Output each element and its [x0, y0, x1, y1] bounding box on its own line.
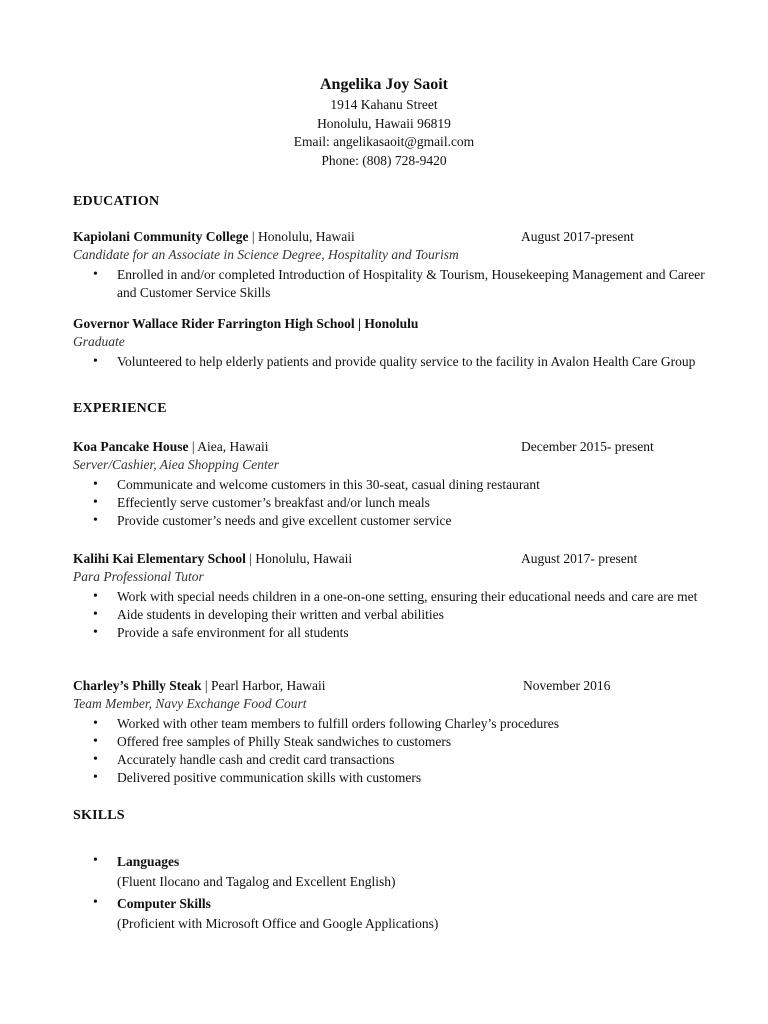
entry-location: | Honolulu, Hawaii [245, 551, 353, 566]
city-address: Honolulu, Hawaii 96819 [317, 115, 451, 131]
entry-role: Candidate for an Associate in Science Degree, Hospitality and Tourism [73, 247, 459, 262]
entry-role: Graduate [73, 334, 125, 349]
list-item: • Aide students in developing their written and verbal abilities [117, 606, 713, 624]
list-item: • Worked with other team members to fulfill orders following Charley’s procedures [117, 715, 713, 733]
entry-bullets [73, 476, 713, 530]
entry-location: | Aiea, Hawaii [188, 439, 269, 454]
entry-location: | Pearl Harbor, Hawaii [201, 678, 326, 693]
experience-entry-kalihi [73, 550, 713, 642]
experience-heading: EXPERIENCE [73, 401, 167, 416]
list-item: • Enrolled in and/or completed Introduction of Hospitality & Tourism, Housekeeping Management and Career and Customer Service Skills [117, 266, 713, 302]
entry-date: December 2015- present [521, 439, 654, 454]
skill-name: • Computer Skills [117, 896, 211, 911]
skills-heading: SKILLS [73, 808, 125, 823]
entry-bullets [73, 353, 713, 371]
entry-date: August 2017- present [521, 551, 638, 566]
skill-detail: (Proficient with Microsoft Office and Google Applications) [117, 916, 439, 931]
list-item: • Offered free samples of Philly Steak sandwiches to customers [117, 733, 713, 751]
entry-bullets [73, 588, 713, 642]
entry-role: Para Professional Tutor [73, 569, 204, 584]
skill-item-computer [117, 894, 713, 934]
email-line: Email: angelikasaoit@gmail.com [293, 134, 475, 149]
list-item: • Work with special needs children in a one-on-one setting, ensuring their educational needs and care are met [117, 588, 713, 606]
entry-role: Server/Cashier, Aiea Shopping Center [73, 457, 279, 472]
list-item: • Accurately handle cash and credit card transactions [117, 751, 713, 769]
phone-line: Phone: (808) 728-9420 [321, 152, 447, 168]
skills-list [73, 850, 713, 936]
list-item: • Volunteered to help elderly patients and provide quality service to the facility in Avalon Health Care Group [117, 353, 713, 371]
entry-date: August 2017-present [521, 229, 634, 244]
experience-entry-charleys [73, 677, 713, 787]
education-heading: EDUCATION [73, 194, 160, 209]
list-item: • Communicate and welcome customers in this 30-seat, casual dining restaurant [117, 476, 713, 494]
entry-org: Charley’s Philly Steak [73, 678, 202, 693]
list-item: • Delivered positive communication skills with customers [117, 769, 713, 787]
resume-header [0, 74, 768, 170]
applicant-name: Angelika Joy Saoit [319, 76, 448, 93]
entry-org: Governor Wallace Rider Farrington High School | Honolulu [73, 316, 419, 331]
entry-role: Team Member, Navy Exchange Food Court [73, 696, 307, 711]
experience-entry-koa [73, 438, 713, 530]
skill-item-languages [117, 852, 713, 892]
list-item: • Provide a safe environment for all students [117, 624, 713, 642]
skill-detail: (Fluent Ilocano and Tagalog and Excellent English) [117, 874, 396, 889]
entry-location: | Honolulu, Hawaii [248, 229, 355, 244]
list-item: • Provide customer’s needs and give excellent customer service [117, 512, 713, 530]
education-entry-farrington [73, 315, 713, 371]
education-entry-kcc [73, 228, 713, 302]
entry-org: Kalihi Kai Elementary School [73, 551, 246, 566]
entry-bullets [73, 715, 713, 787]
entry-bullets [73, 266, 713, 302]
street-address: 1914 Kahanu Street [330, 97, 438, 112]
list-item: • Effeciently serve customer’s breakfast and/or lunch meals [117, 494, 713, 512]
entry-org: Koa Pancake House [73, 439, 189, 454]
entry-date: November 2016 [523, 678, 611, 693]
entry-org: Kapiolani Community College [73, 229, 249, 244]
skill-name: • Languages [117, 854, 180, 869]
